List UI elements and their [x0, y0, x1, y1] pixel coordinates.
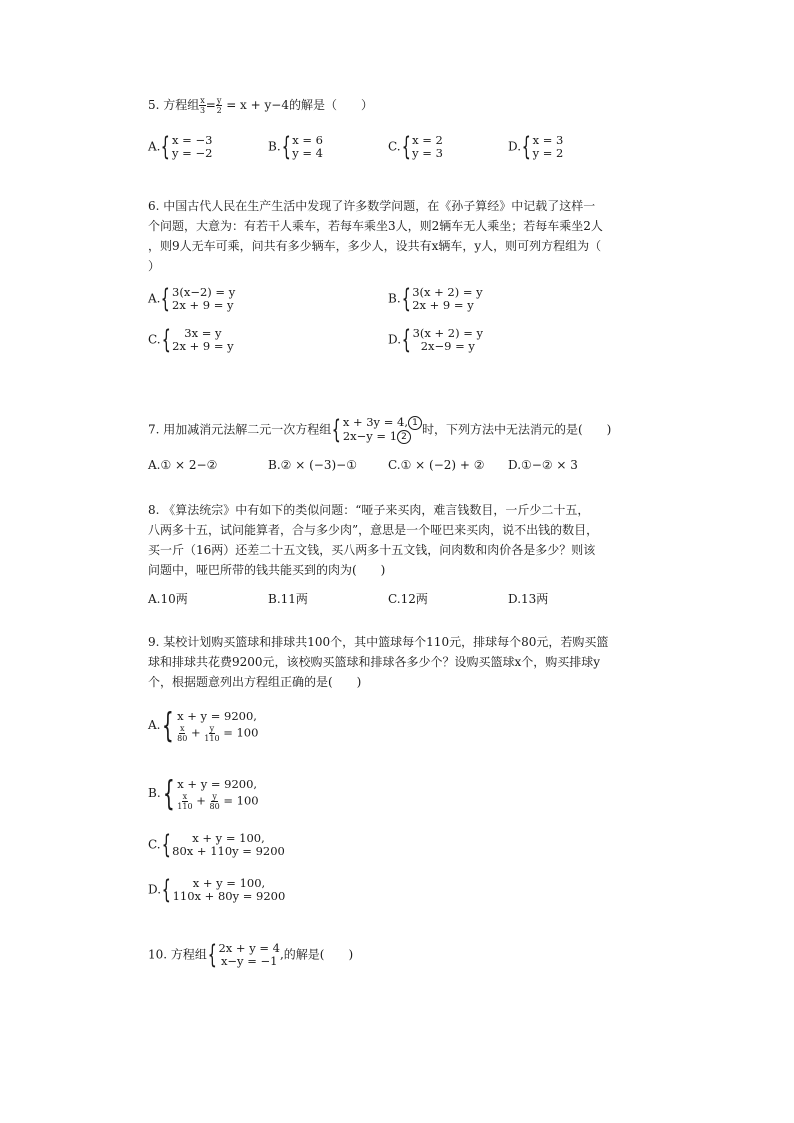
q9-option-d[interactable]: D. { x + y = 100, 110x + 80y = 9200 [148, 875, 286, 905]
q9-option-a[interactable]: A. { x + y = 9200, $\frac{x}{80}$ + $\frac{y}{110}$ = 100 [148, 705, 259, 746]
q6-option-d[interactable]: D. { 3(x + 2) = y 2x−9 = y [388, 325, 484, 355]
q9-stem: 9. 某校计划购买篮球和排球共100个，其中篮球每个110元，排球每个80元，若购买篮 球和排球共花费9200元，该校购买篮球和排球各多少个？设购买篮球x个，购买排球y 个，根据题意列出方程组正确的是( ) [148, 635, 609, 689]
q9-option-c[interactable]: C. { x + y = 100, 80x + 110y = 9200 [148, 830, 285, 860]
q7-stem: 7. 用加减消元法解二元一次方程组 { x + 3y = 4, 1 2x−y = 1 2 时，下列方法中无法消元的是( ) [148, 415, 612, 445]
q5-frac-x: $\frac{x}{3}$ [199, 96, 206, 115]
q5-option-b[interactable]: B. { x = 6 y = 4 [268, 132, 323, 162]
q8-option-d[interactable]: D.13两 [508, 592, 549, 606]
q5-stem: 5. 方程组 $\frac{x}{3}$ = $\frac{y}{2}$ = x + y−4的解是（ ） [148, 96, 373, 115]
q8-option-b[interactable]: B.11两 [268, 592, 308, 606]
circled-one-icon: 1 [408, 416, 422, 430]
q6-stem: 6. 中国古代人民在生产生活中发现了许多数学问题，在《孙子算经》中记载了这样一 个问题，大意为：有若干人乘车，若每车乘坐3人，则2辆车无人乘坐；若每车乘坐2人 ，则9人无车可乘，问共有多少辆车，多少人，设共有x辆车，y人，则可列方程组为（ ） [148, 199, 603, 273]
q6-option-b[interactable]: B. { 3(x + 2) = y 2x + 9 = y [388, 284, 483, 314]
circled-two-icon: 2 [397, 430, 411, 444]
q5-option-d[interactable]: D. { x = 3 y = 2 [508, 132, 564, 162]
q7-option-b[interactable]: B.② × (−3)−① [268, 458, 357, 472]
q10-stem: 10. 方程组 { 2x + y = 4 x−y = −1 ,的解是( ) [148, 940, 354, 970]
q9-option-b[interactable]: B. { x + y = 9200, $\frac{x}{110}$ + $\frac{y}{80}$ = 100 [148, 773, 259, 814]
q5-option-a[interactable]: A. { x = −3 y = −2 [148, 132, 213, 162]
q7-option-c[interactable]: C.① × (−2) + ② [388, 458, 485, 472]
q6-option-a[interactable]: A. { 3(x−2) = y 2x + 9 = y [148, 284, 236, 314]
q7-option-a[interactable]: A.① × 2−② [148, 458, 218, 472]
q6-option-c[interactable]: C. { 3x = y 2x + 9 = y [148, 325, 234, 355]
q5-frac-y: $\frac{y}{2}$ [216, 96, 222, 115]
q8-option-a[interactable]: A.10两 [148, 592, 188, 606]
q8-stem: 8. 《算法统宗》中有如下的类似问题：“哑子来买肉，难言钱数目，一斤少二十五， 八两多十五，试问能算者，合与多少肉”，意思是一个哑巴来买肉，说不出钱的数目， 买一斤（16两）还差二十五文钱，买八两多十五文钱，问肉数和肉价各是多少？则该 问题中，哑巴所带的钱共能买到的肉为( ) [148, 503, 599, 577]
q5-option-c[interactable]: C. { x = 2 y = 3 [388, 132, 443, 162]
q8-option-c[interactable]: C.12两 [388, 592, 428, 606]
q7-option-d[interactable]: D.①−② × 3 [508, 458, 578, 472]
